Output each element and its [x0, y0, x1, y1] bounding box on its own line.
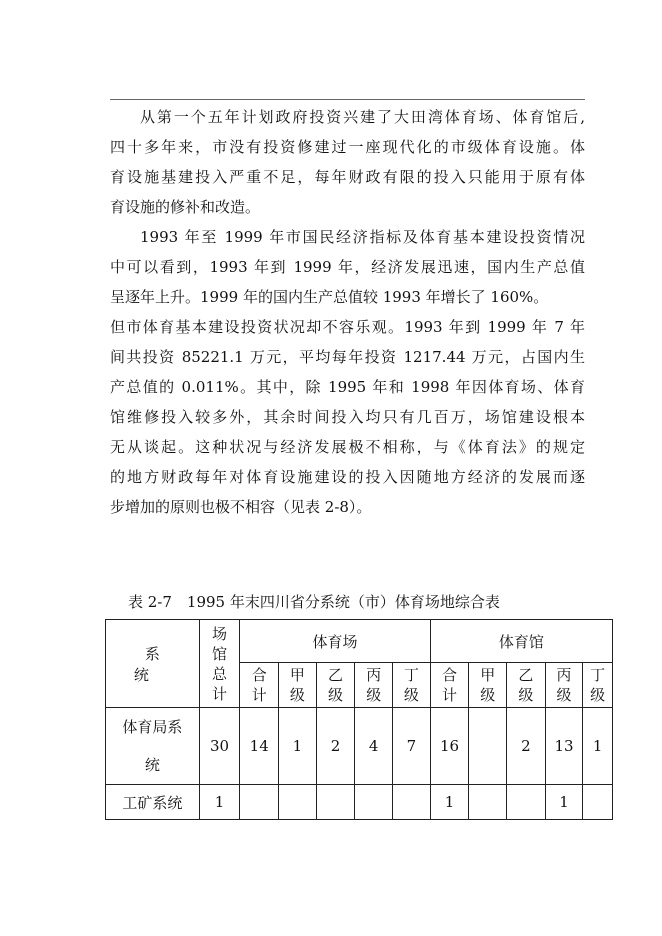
table-cell: 2 [507, 708, 546, 785]
table-cell: 1 [430, 785, 469, 820]
table-cell [393, 785, 431, 820]
header-sub: 乙级 [316, 663, 355, 708]
table-cell [240, 785, 279, 820]
table-cell: 7 [393, 708, 431, 785]
table-cell [355, 785, 393, 820]
table-row [106, 708, 613, 785]
table-cell: 16 [430, 708, 469, 785]
header-sub: 丁级 [393, 663, 431, 708]
table-cell: 1 [583, 708, 613, 785]
text-line: 但市体育基本建设投资状况却不容乐观。1993 年到 1999 年 7 年 [110, 318, 585, 336]
text-line: 呈逐年上升。1999 年的国内生产总值较 1993 年增长了 160%。 [110, 288, 549, 306]
text-line: 无从谈起。这种状况与经济发展极不相称，与《体育法》的规定 [110, 438, 585, 456]
text-line: 四十多年来，市没有投资修建过一座现代化的市级体育设施。体 [110, 138, 585, 156]
table-cell: 30 [199, 708, 240, 785]
table-cell [583, 785, 613, 820]
text-line: 从第一个五年计划政府投资兴建了大田湾体育场、体育馆后, [140, 108, 585, 126]
text-line: 间共投资 85221.1 万元，平均每年投资 1217.44 万元，占国内生 [110, 348, 585, 366]
table-cell: 2 [316, 708, 355, 785]
header-total-label: 场馆总计 [212, 624, 228, 703]
header-sub: 乙级 [507, 663, 546, 708]
table-cell: 4 [355, 708, 393, 785]
table-caption: 表 2-7 1995 年末四川省分系统（市）体育场地综合表 [128, 593, 500, 611]
table-header-row [106, 620, 613, 663]
table-row [106, 785, 613, 820]
row-system: 工矿系统 [106, 785, 200, 820]
header-rule [110, 99, 585, 100]
header-total [199, 620, 240, 708]
header-sub: 丙级 [355, 663, 393, 708]
header-stadium-group: 体育场 [240, 620, 430, 663]
text-line: 1993 年至 1999 年市国民经济指标及体育基本建设投资情况 [140, 228, 585, 246]
table-cell [316, 785, 355, 820]
body-text [110, 102, 585, 522]
text-line: 育设施基建投入严重不足，每年财政有限的投入只能用于原有体 [110, 168, 585, 186]
table-cell: 1 [199, 785, 240, 820]
text-line: 产总值的 0.011%。其中，除 1995 年和 1998 年因体育场、体育 [110, 378, 585, 396]
table-cell: 14 [240, 708, 279, 785]
table-cell: 13 [545, 708, 583, 785]
header-system-label: 系统 [133, 644, 182, 684]
table-cell [469, 708, 507, 785]
header-sub: 甲级 [279, 663, 317, 708]
header-sub: 丁级 [583, 663, 613, 708]
header-system [106, 620, 200, 708]
table-cell: 1 [279, 708, 317, 785]
table-cell [469, 785, 507, 820]
table-cell: 1 [545, 785, 583, 820]
header-sub: 丙级 [545, 663, 583, 708]
text-line: 步增加的原则也极不相容（见表 2-8）。 [110, 498, 372, 516]
table-cell [279, 785, 317, 820]
table-cell [507, 785, 546, 820]
text-line: 中可以看到，1993 年到 1999 年，经济发展迅速，国内生产总值 [110, 258, 585, 276]
text-line: 馆维修投入较多外，其余时间投入均只有几百万，场馆建设根本 [110, 408, 585, 426]
text-line: 育设施的修补和改造。 [110, 198, 261, 216]
header-sub: 合计 [240, 663, 279, 708]
sports-venue-table [105, 619, 613, 820]
header-gym-group: 体育馆 [430, 620, 612, 663]
header-sub: 甲级 [469, 663, 507, 708]
text-line: 的地方财政每年对体育设施建设的投入因随地方经济的发展而逐 [110, 468, 585, 486]
header-sub: 合计 [430, 663, 469, 708]
row-system: 体育局系统 [106, 708, 200, 785]
